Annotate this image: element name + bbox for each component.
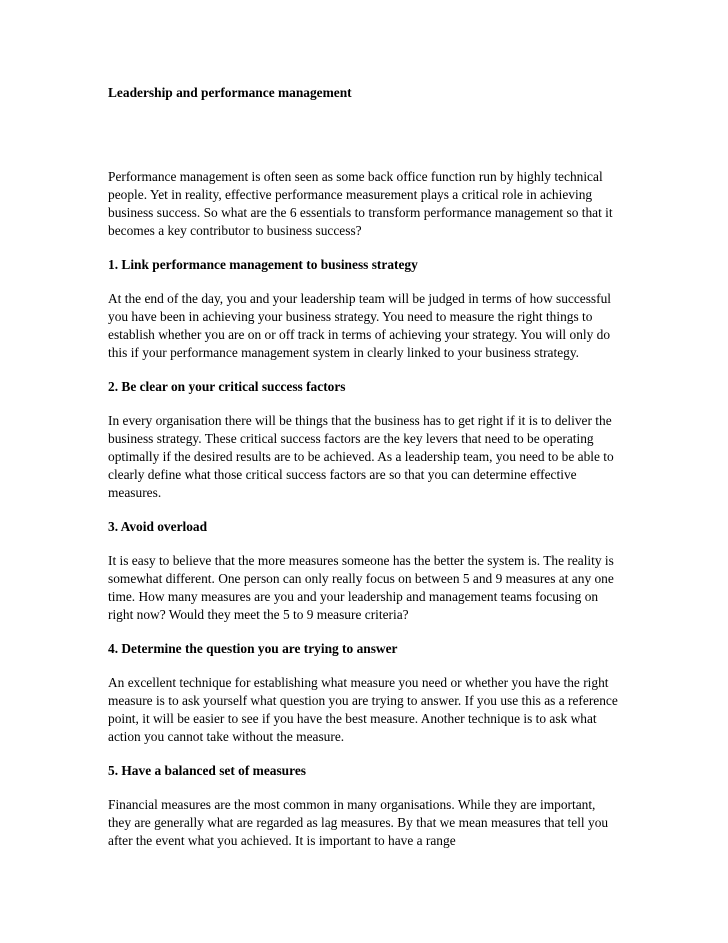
section-body-2: In every organisation there will be things that the business has to get right if it is to deliver the business strategy. These critical success factors are the key levers that need to be operating optimally if the desired results are to be achieved. As a leadership team, you need to be able to clearly define what those critical success factors are so that you can determine effective measures. bbox=[108, 413, 614, 500]
section-body-4: An excellent technique for establishing what measure you need or whether you have the right measure is to ask yourself what question you are trying to answer. If you use this as a reference point, it will be easier to see if you have the best measure. Another technique is to ask what action you cannot take without the measure. bbox=[108, 675, 618, 744]
section-body-1: At the end of the day, you and your leadership team will be judged in terms of how successful you have been in achieving your business strategy. You need to measure the right things to establish whether you are on or off track in terms of achieving your strategy. You will only do this if your performance management system in clearly linked to your business strategy. bbox=[108, 291, 612, 360]
section-heading-2: 2. Be clear on your critical success factors bbox=[108, 379, 346, 394]
intro-paragraph: Performance management is often seen as some back office function run by highly technical people. Yet in reality, effective performance measurement plays a critical role in achieving business success. So what are the 6 essentials to transform performance management so that it becomes a key contributor to business success? bbox=[108, 169, 613, 238]
section-body-3: It is easy to believe that the more measures someone has the better the system is. The reality is somewhat different. One person can only really focus on between 5 and 9 measures at any one time. How many measures are you and your leadership and management teams focusing on right now? Would they meet the 5 to 9 measure criteria? bbox=[108, 553, 614, 622]
section-body-5: Financial measures are the most common in many organisations. While they are important, they are generally what are regarded as lag measures. By that we mean measures that tell you after the event what you achieved. It is important to have a range bbox=[108, 797, 609, 848]
document-page bbox=[108, 84, 620, 866]
section-heading-5: 5. Have a balanced set of measures bbox=[108, 763, 306, 778]
document-title: Leadership and performance management bbox=[108, 85, 352, 100]
section-heading-3: 3. Avoid overload bbox=[108, 519, 208, 534]
section-heading-1: 1. Link performance management to business strategy bbox=[108, 257, 418, 272]
section-heading-4: 4. Determine the question you are trying to answer bbox=[108, 641, 398, 656]
